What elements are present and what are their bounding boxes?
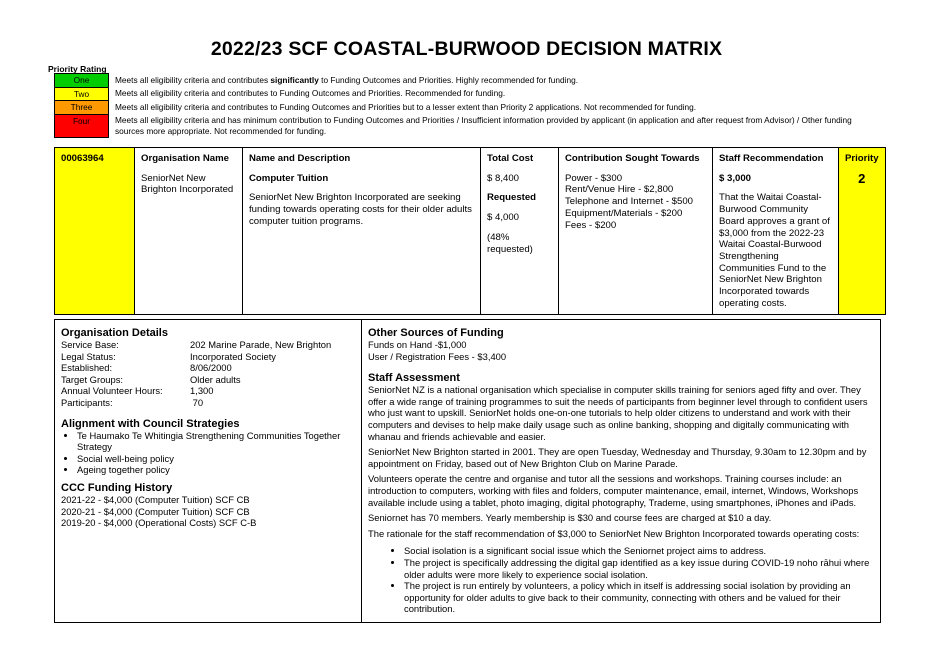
decision-matrix-table	[54, 147, 886, 315]
priority-rating-label: Priority Rating	[48, 64, 107, 74]
assessment-paragraph: Volunteers operate the centre and organise and tutor all the sessions and workshops. Training courses include: an introduction to computers, working with files and folders, computer maintenance, email, internet, Windows, Workshops available include using a tablet, photo imaging, digital photography, Trademe, using smartphones, iPhones and iPads.	[368, 473, 859, 508]
other-funding-heading: Other Sources of Funding	[368, 327, 504, 339]
application-id-cell	[55, 148, 135, 315]
organisation-details-heading: Organisation Details	[61, 327, 168, 339]
staff-recommendation-amount: $ 3,000	[719, 172, 752, 184]
left-column	[55, 320, 362, 622]
funding-history-item: 2020-21 - $4,000 (Computer Tuition) SCF CB	[61, 505, 250, 517]
priority-rating-legend	[54, 73, 886, 138]
total-cost-cell	[481, 148, 559, 315]
priority-legend-row	[55, 114, 886, 137]
project-name: Computer Tuition	[249, 172, 329, 184]
organisation-name: SeniorNet New Brighton Incorporated	[141, 172, 234, 196]
contribution-cell	[559, 148, 713, 315]
rationale-list	[368, 545, 876, 615]
contribution-item: Telephone and Internet - $500	[565, 196, 694, 208]
priority-swatch-four: Four	[55, 114, 109, 137]
application-id: 00063964	[61, 153, 104, 164]
priority-legend-row	[55, 101, 886, 115]
requested-label: Requested	[487, 192, 537, 204]
organisation-header: Organisation Name	[141, 153, 229, 164]
priority-cell	[839, 148, 886, 315]
other-funding-list	[368, 339, 876, 362]
details-box	[54, 319, 881, 623]
priority-desc-four: Meets all eligibility criteria and has minimum contribution to Funding Outcomes and Priorities / Insufficient information provided by applicant (in application and after request from Advisor) / Other funding sources more appropriate. Not recommended for funding.	[115, 115, 852, 136]
priority-swatch-two: Two	[55, 87, 109, 101]
other-funding-item: User / Registration Fees - $3,400	[368, 350, 507, 362]
rationale-item: • The project is run entirely by volunteers, a policy which in itself is addressing social isolation by providing an opportunity for older adults to give back to their community, connecting with others and be valued for their contribution.	[404, 580, 876, 615]
detail-row: Legal Status: Incorporated Society	[61, 350, 276, 362]
right-column	[362, 320, 880, 622]
contribution-item: Rent/Venue Hire - $2,800	[565, 184, 674, 196]
priority-swatch-three: Three	[55, 101, 109, 115]
total-cost-value: $ 8,400	[487, 172, 520, 184]
priority-header: Priority	[845, 153, 879, 164]
staff-recommendation-header: Staff Recommendation	[719, 153, 824, 164]
rationale-item: • The project is specifically addressing the digital gap identified as a key issue during COVID-19 noho rāhui where older adults were more likely to experience social isolation.	[404, 557, 876, 580]
requested-value: $ 4,000	[487, 212, 520, 224]
priority-value: 2	[858, 170, 866, 186]
ccc-funding-history-list	[61, 494, 357, 529]
organisation-cell	[135, 148, 243, 315]
other-funding-item: Funds on Hand -$1,000	[368, 339, 467, 350]
alignment-item: • Social well-being policy	[77, 453, 357, 465]
staff-recommendation-cell	[713, 148, 839, 315]
detail-row: Target Groups: Older adults	[61, 373, 241, 385]
organisation-details-list	[61, 339, 357, 409]
detail-row: Established: 8/06/2000	[61, 362, 232, 374]
alignment-list	[61, 430, 357, 476]
assessment-paragraph: SeniorNet NZ is a national organisation which specialise in computer skills training for seniors aged fifty and over. They offer a wide range of training programmes to suit the needs of participants from beginner level through to confident users who just want to upskill. SeniorNet holds one-on-one tutorials to help older citizens to understand and work with their computers and devises to help make daily usage such as online banking, shopping and digitally communicating with whanau and friends achievable and easier.	[368, 384, 868, 442]
project-description: SeniorNet New Brighton Incorporated are seeking funding towards operating costs for their older adults computer tuition programs.	[249, 192, 472, 227]
total-cost-header: Total Cost	[487, 153, 534, 164]
priority-swatch-one: One	[55, 74, 109, 88]
requested-percent: (48% requested)	[487, 231, 533, 255]
alignment-heading: Alignment with Council Strategies	[61, 417, 240, 430]
contribution-item: Power - $300	[565, 172, 623, 184]
priority-desc-two: Meets all eligibility criteria and contributes to Funding Outcomes and Priorities. Recommended for funding.	[115, 88, 506, 98]
detail-row: Service Base: 202 Marine Parade, New Brighton	[61, 339, 332, 350]
priority-legend-row	[55, 74, 886, 88]
detail-row: Participants: 70	[61, 396, 204, 408]
ccc-funding-history-heading: CCC Funding History	[61, 481, 173, 494]
detail-row: Annual Volunteer Hours: 1,300	[61, 385, 214, 397]
contribution-item: Fees - $200	[565, 219, 617, 231]
funding-history-item: 2019-20 - $4,000 (Operational Costs) SCF C-B	[61, 517, 257, 529]
assessment-paragraph: The rationale for the staff recommendation of $3,000 to SeniorNet New Brighton Incorporated towards operating costs:	[368, 527, 860, 539]
priority-desc-three: Meets all eligibility criteria and contributes to Funding Outcomes and Priorities but to a lesser extent than Priority 2 applications. Not recommended for funding.	[115, 101, 697, 112]
assessment-paragraph: Seniornet has 70 members. Yearly membership is $30 and course fees are charged at $10 a day.	[368, 512, 772, 524]
priority-desc-one: Meets all eligibility criteria and contributes significantly to Funding Outcomes and Priorities. Highly recommended for funding.	[115, 74, 579, 85]
rationale-item: • Social isolation is a significant social issue which the Seniornet project aims to address.	[404, 545, 876, 557]
alignment-item: • Ageing together policy	[77, 464, 357, 476]
name-description-cell	[243, 148, 481, 315]
priority-legend-row	[55, 87, 886, 101]
contribution-header: Contribution Sought Towards	[565, 153, 700, 164]
staff-recommendation-text: That the Waitai Coastal-Burwood Community Board approves a grant of $3,000 from the 2022-23 Waitai Coastal-Burwood Strengthening Communities Fund to the SeniorNet New Brighton Incorporated towards operating costs.	[719, 192, 830, 309]
funding-history-item: 2021-22 - $4,000 (Computer Tuition) SCF CB	[61, 493, 250, 505]
alignment-item: • Te Haumako Te Whitingia Strengthening Communities Together Strategy	[77, 430, 357, 453]
name-description-header: Name and Description	[249, 153, 351, 164]
staff-assessment-heading: Staff Assessment	[368, 372, 460, 385]
contribution-item: Equipment/Materials - $200	[565, 207, 683, 219]
page-title: 2022/23 SCF COASTAL-BURWOOD DECISION MATRIX	[210, 38, 723, 60]
assessment-paragraph: SeniorNet New Brighton started in 2001. They are open Tuesday, Wednesday and Thursday, 9.30am to 12.30pm and by appointment on Friday, based out of New Brighton Club on Marine Parade.	[368, 446, 867, 469]
